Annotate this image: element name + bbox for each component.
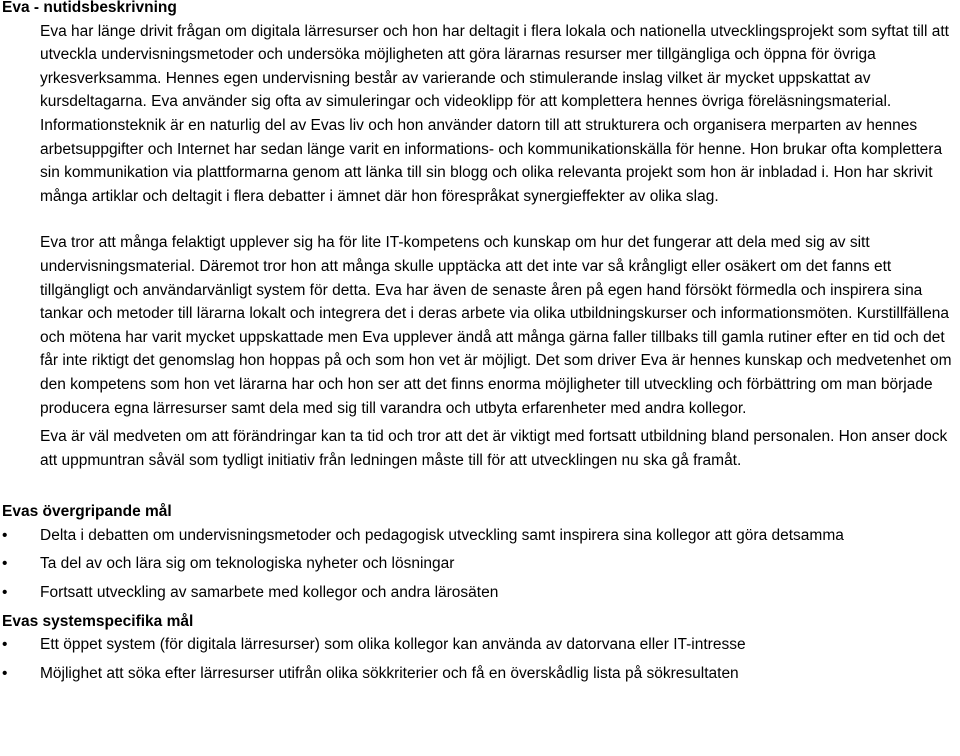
list-item xyxy=(0,662,960,686)
paragraph-background: Eva har länge drivit frågan om digitala lärresurser och hon har deltagit i flera lokala och nationella utvecklingsprojekt som syftat till att utveckla undervisningsmetoder och undersöka möjligheten att göra lärarnas resurser mer tillgängliga och öppna för övriga yrkesverksamma. Hennes egen undervisning består av varierande och stimulerande inslag vilket är mycket uppskattat av kursdeltagarna. Eva använder sig ofta av simuleringar och videoklipp för att komplettera hennes övriga föreläsningsmaterial. Informationsteknik är en naturlig del av Evas liv och hon använder datorn till att strukturera och organisera merparten av hennes arbetsuppgifter och Internet har sedan länge varit en informations- och kommunikationskälla för henne. Hon brukar ofta komplettera sin kommunikation via plattformarna genom att länka till sin blogg och olika relevanta projekt som hon är inbladad i. Hon har skrivit många artiklar och deltagit i flera debatter i ämnet där hon förespråkat synergieffekter av olika slag. xyxy=(40,22,949,205)
bullet-icon: • xyxy=(2,636,8,654)
system-goals-heading: Evas systemspecifika mål xyxy=(2,612,194,630)
overall-goals-heading: Evas övergripande mål xyxy=(2,503,172,521)
list-item xyxy=(0,581,960,605)
paragraph-change: Eva är väl medveten om att förändringar kan ta tid och tror att det är viktigt med fortsatt utbildning bland personalen. Hon anser dock att uppmuntran såväl som tydligt initiativ från ledningen måste till för att utvecklingen nu ska gå framåt. xyxy=(40,428,948,469)
bullet-icon: • xyxy=(2,664,8,682)
bullet-icon: • xyxy=(2,555,8,573)
bullet-icon: • xyxy=(2,526,8,544)
list-item-text: Delta i debatten om undervisningsmetoder och pedagogisk utveckling samt inspirera sina kollegor att göra detsamma xyxy=(40,526,844,544)
system-goals-list xyxy=(0,633,960,685)
list-item-text: Möjlighet att söka efter lärresurser utifrån olika sökkriterier och få en överskådlig lista på sökresultaten xyxy=(40,664,739,682)
document-title: Eva - nutidsbeskrivning xyxy=(2,0,177,16)
overall-goals-list xyxy=(0,524,960,605)
list-item-text: Ett öppet system (för digitala lärresurser) som olika kollegor kan använda av datorvana eller IT-intresse xyxy=(40,636,746,654)
list-item xyxy=(0,524,960,548)
paragraph-it-competence: Eva tror att många felaktigt upplever sig ha för lite IT-kompetens och kunskap om hur det fungerar att dela med sig av sitt undervisningsmaterial. Däremot tror hon att många skulle upptäcka att det inte var så krångligt eller osäkert om det fanns ett tillgängligt och användarvänligt system för detta. Eva har även de senaste åren på egen hand försökt förmedla och inspirera sina tankar och metoder till lärarna lokalt och integrera det i deras arbete via olika utbildningskurser och informationsmöten. Kurstillfällena och mötena har varit mycket uppskattade men Eva upplever ändå att många gärna faller tillbaks till gamla rutiner efter en tid och det får inte riktigt det genomslag hon hoppas på och som hon vet är möjligt. Det som driver Eva är hennes kunskap och medvetenhet om den kompetens som hon vet lärarna har och hon ser att det finns enorma möjligheter till utveckling och förbättring om man började producera egna lärresurser samt dela med sig till varandra och utbyta erfarenheter med andra kollegor. xyxy=(40,234,952,417)
bullet-icon: • xyxy=(2,584,8,602)
list-item-text: Ta del av och lära sig om teknologiska nyheter och lösningar xyxy=(40,555,455,573)
list-item xyxy=(0,633,960,657)
list-item-text: Fortsatt utveckling av samarbete med kollegor och andra lärosäten xyxy=(40,584,499,602)
list-item xyxy=(0,552,960,576)
